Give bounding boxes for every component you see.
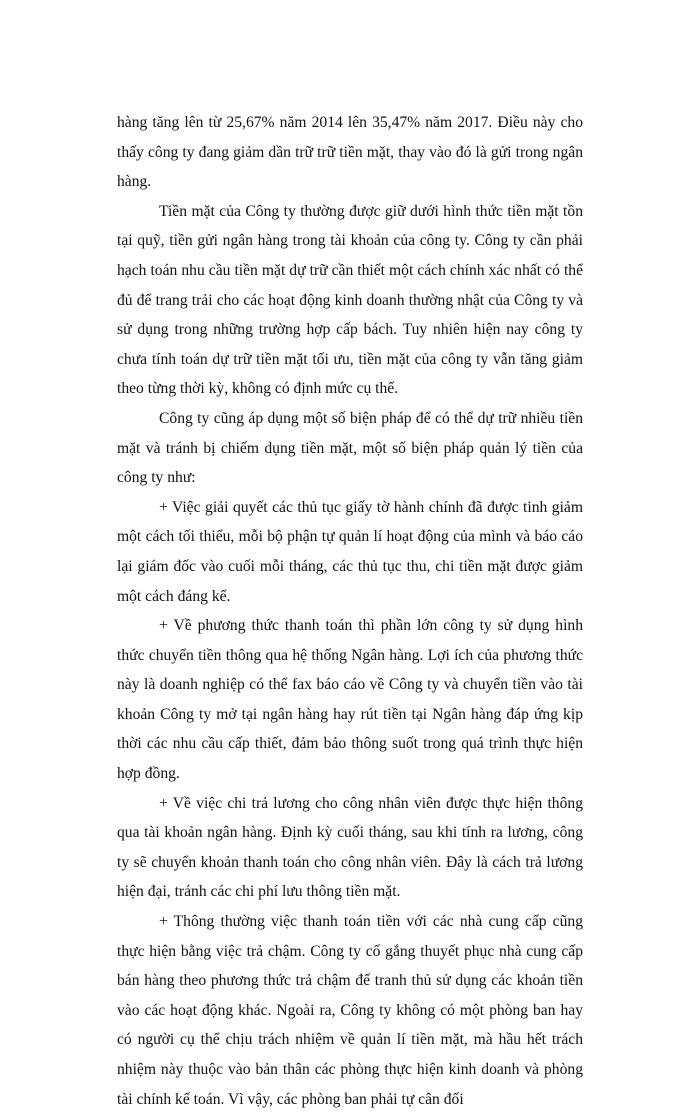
paragraph-measures-intro: Công ty cũng áp dụng một số biện pháp để có thể dự trữ nhiều tiền mặt và tránh bị chiếm dụng tiền mặt, một số biện pháp quản lý tiền của công ty như:	[117, 409, 583, 487]
paragraph-salary-payment: + Về việc chi trả lương cho công nhân viên được thực hiện thông qua tài khoản ngân hàng. Định kỳ cuối tháng, sau khi tính ra lương, công ty sẽ chuyển khoản thanh toán cho công nhân viên. Đây là cách trả lương hiện đại, tránh các chi phí lưu thông tiền mặt.	[117, 794, 583, 901]
paragraph-admin-procedures: + Việc giải quyết các thủ tục giấy tờ hành chính đã được tinh giảm một cách tối thiểu, mỗi bộ phận tự quản lí hoạt động của mình và báo cáo lại giám đốc vào cuối mỗi tháng, các thủ tục thu, chi tiền mặt được giảm một cách đáng kể.	[117, 498, 583, 605]
paragraph-cash-holding: Tiền mặt của Công ty thường được giữ dưới hình thức tiền mặt tồn tại quỹ, tiền gửi ngân hàng trong tài khoản của công ty. Công ty cần phải hạch toán nhu cầu tiền mặt dự trữ cần thiết một cách chính xác nhất có thể đủ để trang trải cho các hoạt động kinh doanh thường nhật của Công ty và sử dụng trong những trường hợp cấp bách. Tuy nhiên hiện nay công ty chưa tính toán dự trữ tiền mặt tối ưu, tiền mặt của công ty vẫn tăng giảm theo từng thời kỳ, không có định mức cụ thể.	[117, 202, 583, 398]
paragraph-payment-method: + Về phương thức thanh toán thì phần lớn công ty sử dụng hình thức chuyển tiền thông qua hệ thống Ngân hàng. Lợi ích của phương thức này là doanh nghiệp có thể fax báo cáo về Công ty và chuyển tiền vào tài khoản Công ty mở tại ngân hàng hay rút tiền tại Ngân hàng đáp ứng kịp thời các nhu cầu cấp thiết, đảm bảo thông suốt trong quá trình thực hiện hợp đồng.	[117, 617, 583, 783]
paragraph-continuation: hàng tăng lên từ 25,67% năm 2014 lên 35,47% năm 2017. Điều này cho thấy công ty đang giảm dần trữ trữ tiền mặt, thay vào đó là gửi trong ngân hàng.	[117, 114, 583, 191]
paragraph-supplier-payment: + Thông thường việc thanh toán tiền với các nhà cung cấp cũng thực hiện bằng việc trả chậm. Công ty cố gắng thuyết phục nhà cung cấp bán hàng theo phương thức trả chậm để tranh thủ sử dụng các khoản tiền vào các hoạt động khác. Ngoài ra, Công ty không có một phòng ban hay có người cụ thể chịu trách nhiệm về quản lí tiền mặt, mà hầu hết trách nhiệm này thuộc vào bản thân các phòng thực hiện kinh doanh và phòng tài chính kế toán. Vì vậy, các phòng ban phải tự cân đối	[117, 913, 583, 1108]
document-body	[117, 108, 583, 1114]
